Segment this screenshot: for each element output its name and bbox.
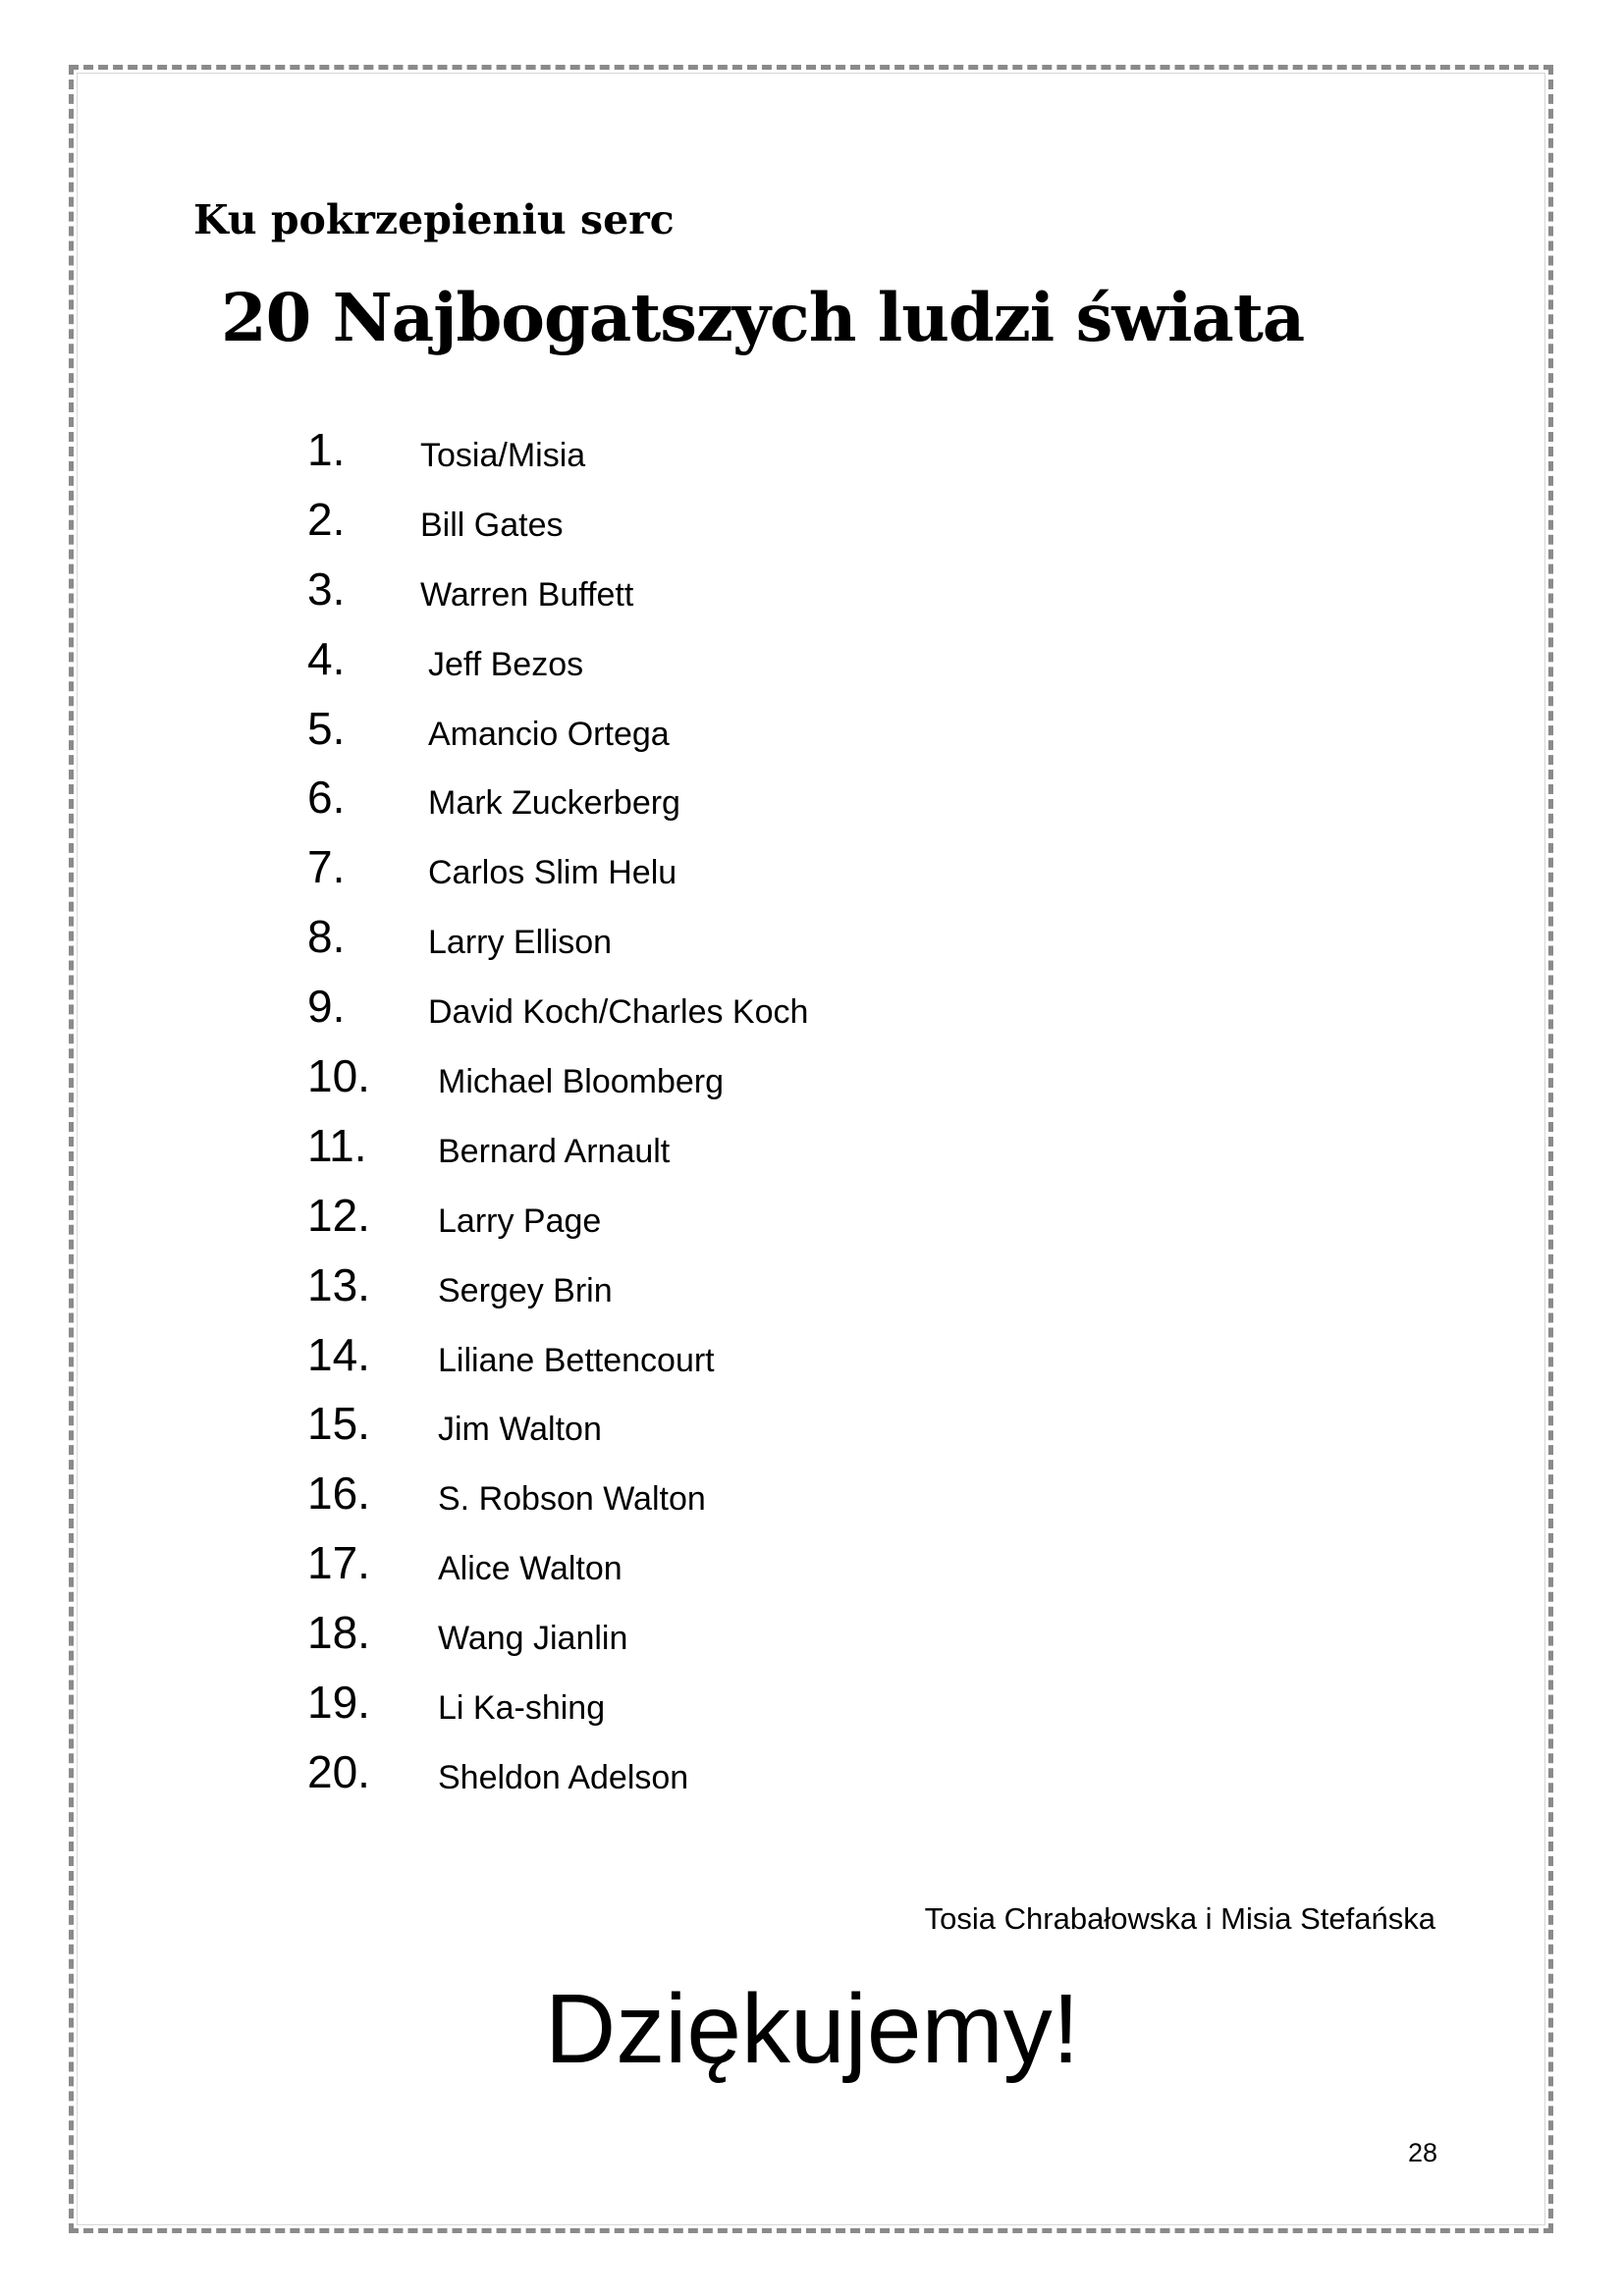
ranking-number: 3.: [307, 562, 346, 614]
ranking-number: 6.: [307, 772, 346, 824]
ranking-name: Sergey Brin: [438, 1271, 613, 1309]
ranking-name: Amancio Ortega: [428, 715, 670, 753]
ranking-name: Liliane Bettencourt: [438, 1341, 715, 1379]
ranking-number: 1.: [307, 424, 346, 475]
thanks-message: Dziękujemy!: [545, 1974, 1080, 2084]
ranking-number: 15.: [307, 1398, 370, 1450]
ranking-name: Bernard Arnault: [438, 1132, 671, 1170]
ranking-number: 13.: [307, 1258, 370, 1310]
ranking-name: Jeff Bezos: [428, 645, 584, 683]
ranking-number: 14.: [307, 1328, 370, 1380]
ranking-name: Larry Page: [438, 1201, 602, 1240]
ranking-name: Larry Ellison: [428, 924, 613, 962]
ranking-number: 8.: [307, 911, 346, 963]
ranking-name: Warren Buffett: [420, 575, 634, 614]
ranking-number: 12.: [307, 1189, 370, 1241]
ranking-name: Mark Zuckerberg: [428, 784, 680, 823]
ranking-number: 7.: [307, 841, 346, 893]
ranking-number: 17.: [307, 1537, 370, 1589]
ranking-number: 18.: [307, 1607, 370, 1659]
ranking-name: Carlos Slim Helu: [428, 854, 677, 892]
ranking-name: Sheldon Adelson: [438, 1758, 689, 1796]
ranking-name: Wang Jianlin: [438, 1620, 628, 1658]
page-title: 20 Najbogatszych ludzi świata: [221, 279, 1305, 356]
ranking-number: 4.: [307, 632, 346, 684]
ranking-number: 10.: [307, 1050, 370, 1102]
ranking-name: Jim Walton: [438, 1411, 602, 1449]
page-number: 28: [1407, 2138, 1437, 2167]
ranking-name: Li Ka-shing: [438, 1689, 606, 1728]
ranking-number: 16.: [307, 1468, 370, 1520]
page-subtitle: Ku pokrzepieniu serc: [193, 196, 675, 243]
ranking-number: 5.: [307, 702, 346, 754]
authors-signature: Tosia Chrabałowska i Misia Stefańska: [924, 1901, 1435, 1936]
ranking-name: Michael Bloomberg: [438, 1063, 725, 1101]
ranking-number: 20.: [307, 1745, 370, 1797]
ranking-number: 19.: [307, 1677, 370, 1729]
ranking-name: Bill Gates: [420, 506, 564, 544]
ranking-number: 2.: [307, 493, 346, 545]
ranking-name: Alice Walton: [438, 1550, 623, 1588]
ranking-name: Tosia/Misia: [420, 437, 586, 474]
ranking-name: David Koch/Charles Koch: [428, 993, 809, 1032]
ranking-name: S. Robson Walton: [438, 1480, 706, 1519]
ranking-number: 11.: [307, 1119, 367, 1171]
ranking-number: 9.: [307, 981, 346, 1033]
